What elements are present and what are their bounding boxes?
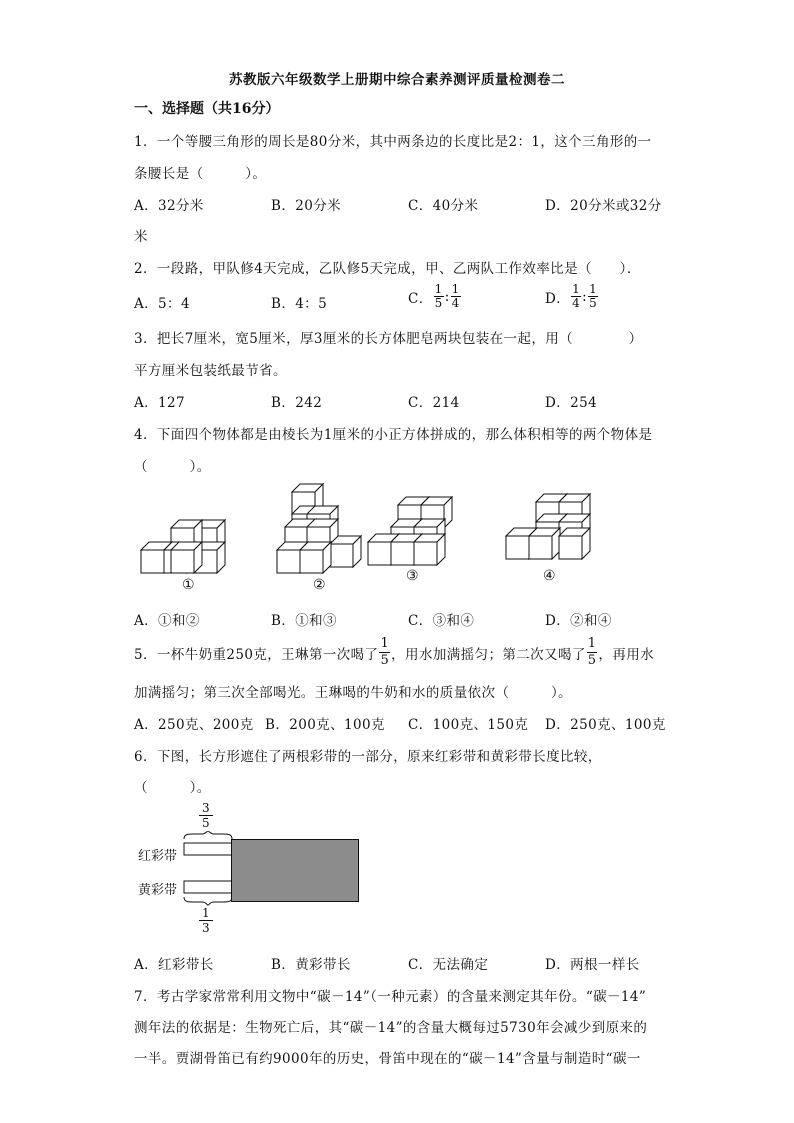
q1-option-b: B．20分米 [271, 198, 341, 214]
cube-figure-4 [506, 494, 590, 559]
q1-line1: 1．一个等腰三角形的周长是80分米，其中两条边的长度比是2：1，这个三角形的一 [134, 134, 652, 150]
q1-option-d: D．20分米或32分 [545, 198, 662, 214]
cube-figure-1 [141, 520, 225, 573]
section-heading: 一、选择题（共16分） [134, 101, 280, 117]
q5-option-c: C．100克、150克 [408, 717, 529, 733]
q4-option-a: A．①和② [134, 613, 200, 629]
q5-option-a: A．250克、200克 [134, 717, 254, 733]
q2-option-b: B．4：5 [271, 296, 328, 312]
q6-option-a: A．红彩带长 [134, 957, 214, 973]
q4-line2: （ ）。 [134, 459, 211, 475]
q3-line1: 3．把长7厘米，宽5厘米，厚3厘米的长方体肥皂两块包装在一起，用（ ） [134, 331, 643, 347]
q7-line1: 7．考古学家常常利用文物中“碳－14”（一种元素）的含量来测定其年份。“碳－14” [134, 989, 647, 1005]
figure-label-2: ② [313, 577, 326, 593]
q3-line2: 平方厘米包装纸最节省。 [134, 363, 287, 379]
gray-rectangle [231, 839, 359, 902]
q7-line3: 一半。贾湖骨笛已有约9000年的历史，骨笛中现在的“碳－14”含量与制造时“碳一 [134, 1051, 641, 1067]
q1-option-a: A．32分米 [134, 198, 204, 214]
cube-figure-3 [368, 497, 452, 565]
q5-line2: 加满摇匀；第三次全部喝光。王琳喝的牛奶和水的质量依次（ ）。 [134, 685, 573, 701]
q6-line1: 6．下图，长方形遮住了两根彩带的一部分，原来红彩带和黄彩带长度比较， [134, 749, 602, 765]
q6-option-d: D．两根一样长 [545, 957, 640, 973]
bottom-fraction: 1 3 [199, 906, 213, 935]
q4-option-d: D．②和④ [545, 613, 612, 629]
figure-label-4: ④ [543, 568, 556, 584]
q2-option-a: A．5：4 [134, 296, 190, 312]
q1-line2: 条腰长是（ ）。 [134, 166, 267, 182]
q3-option-b: B．242 [271, 395, 323, 411]
q4-line1: 4．下面四个物体都是由棱长为1厘米的小正方体拼成的，那么体积相等的两个物体是 [134, 427, 653, 443]
q3-option-a: A．127 [134, 395, 186, 411]
q7-line2: 测年法的依据是：生物死亡后，其“碳－14”的含量大概每过5730年会减少到原来的 [134, 1020, 648, 1036]
red-ribbon-label: 红彩带 [138, 849, 178, 864]
q6-option-c: C．无法确定 [408, 957, 489, 973]
q3-option-d: D．254 [545, 395, 598, 411]
top-fraction: 3 5 [199, 801, 213, 830]
q2-option-d: D． $\frac{1}{4}$ : $\frac{1}{5}$ [545, 282, 598, 310]
q4-option-c: C．③和④ [408, 613, 475, 629]
yellow-ribbon-label: 黄彩带 [138, 883, 178, 898]
q1-option-d-wrap: 米 [134, 229, 148, 245]
page-title: 苏教版六年级数学上册期中综合素养测评质量检测卷二 [229, 72, 565, 88]
q2-option-c: C． $\frac{1}{5}$ : $\frac{1}{4}$ [408, 282, 460, 310]
figure-label-1: ① [182, 577, 195, 593]
q5-option-d: D．250克、100克 [545, 717, 666, 733]
q1-option-c: C．40分米 [408, 198, 479, 214]
q3-option-c: C．214 [408, 395, 460, 411]
q6-option-b: B．黄彩带长 [271, 957, 351, 973]
q5-line1: 5．一杯牛奶重250克，王琳第一次喝了 $\frac{1}{5}$ ，用水加满摇匀；第二次又喝了 $\frac{1}{5}$ ，再用水 [134, 636, 655, 668]
figure-label-3: ③ [406, 568, 419, 584]
q4-option-b: B．①和③ [271, 613, 337, 629]
cube-figure-2 [277, 484, 361, 573]
q6-line2: （ ）。 [134, 780, 211, 796]
q2-line1: 2．一段路，甲队修4天完成，乙队修5天完成，甲、乙两队工作效率比是（ ）． [134, 261, 641, 277]
q5-option-b: B．200克、100克 [265, 717, 385, 733]
